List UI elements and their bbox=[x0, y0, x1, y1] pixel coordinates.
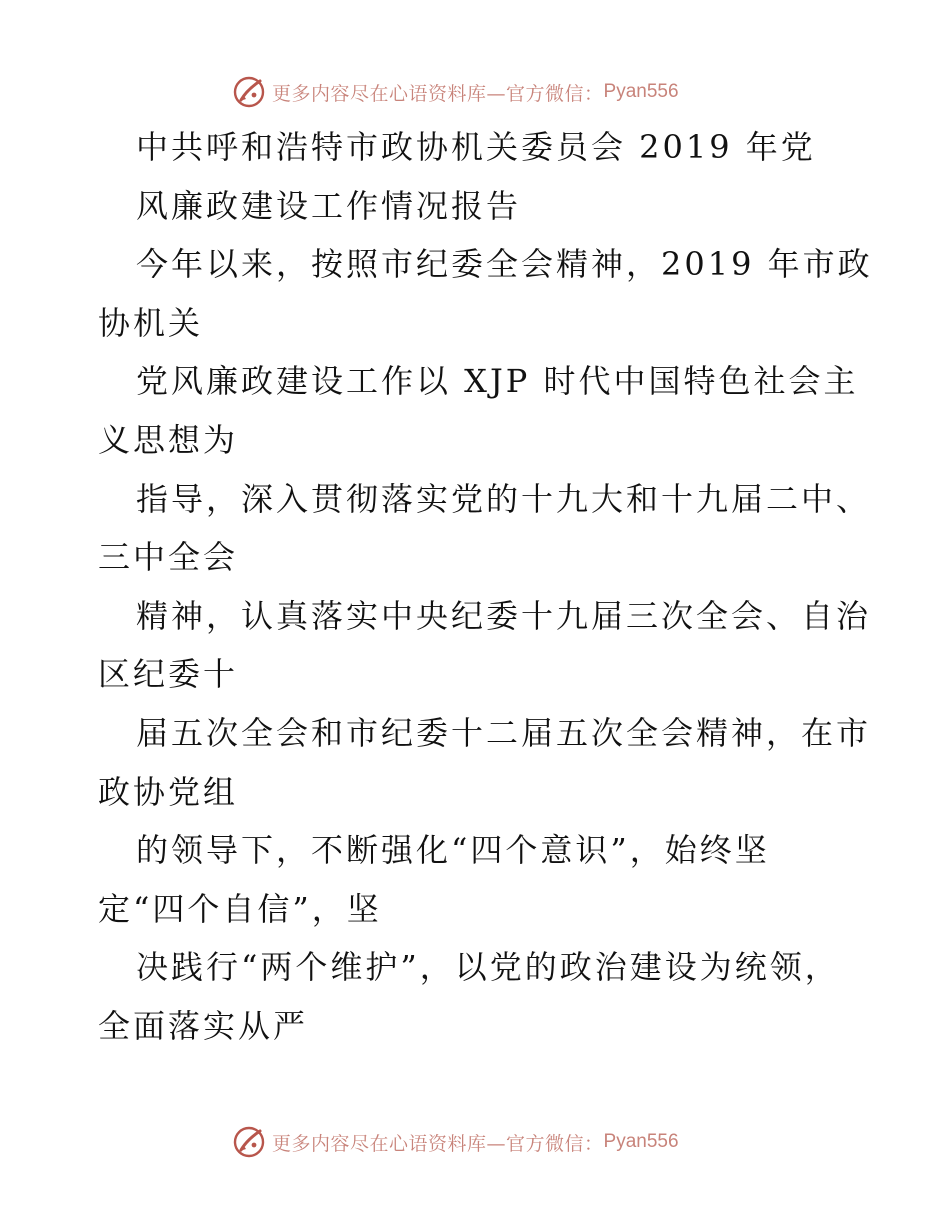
text-line: 届五次全会和市纪委十二届五次全会精神，在市 bbox=[136, 713, 872, 752]
text-line: 精神，认真落实中央纪委十九届三次全会、自治 bbox=[136, 596, 872, 635]
watermark-text: 更多内容尽在心语资料库—官方微信： bbox=[272, 1132, 604, 1155]
text-line: 三中全会 bbox=[98, 538, 239, 577]
text-line: 中共呼和浩特市政协机关委员会 2019 年党 bbox=[136, 128, 816, 166]
text-line: 决践行“两个维护”，以党的政治建设为统领， bbox=[136, 948, 840, 987]
text-line: 今年以来，按照市纪委全会精神，2019 年市政 bbox=[136, 245, 873, 284]
header-watermark bbox=[0, 70, 950, 110]
text-line: 指导，深入贯彻落实党的十九大和十九届二中、 bbox=[136, 479, 872, 518]
text-line: 风廉政建设工作情况报告 bbox=[136, 186, 522, 225]
document-body bbox=[98, 118, 878, 1056]
text-line: 的领导下，不断强化“四个意识”，始终坚 bbox=[136, 831, 770, 870]
footer-watermark bbox=[0, 1120, 950, 1160]
text-line: 党风廉政建设工作以 XJP 时代中国特色社会主 bbox=[136, 362, 859, 401]
watermark-wechat-id: Pyan556 bbox=[603, 81, 679, 102]
text-line: 定“四个自信”，坚 bbox=[98, 889, 382, 928]
text-line: 区纪委十 bbox=[98, 655, 239, 694]
text-line: 协机关 bbox=[98, 303, 204, 342]
text-line: 政协党组 bbox=[98, 772, 239, 811]
watermark-wechat-id: Pyan556 bbox=[603, 1131, 679, 1152]
brush-logo-icon bbox=[232, 1125, 266, 1159]
brush-logo-icon bbox=[232, 75, 266, 109]
text-line: 全面落实从严 bbox=[98, 1006, 309, 1045]
text-line: 义思想为 bbox=[98, 420, 239, 459]
watermark-text: 更多内容尽在心语资料库—官方微信： bbox=[272, 82, 604, 105]
